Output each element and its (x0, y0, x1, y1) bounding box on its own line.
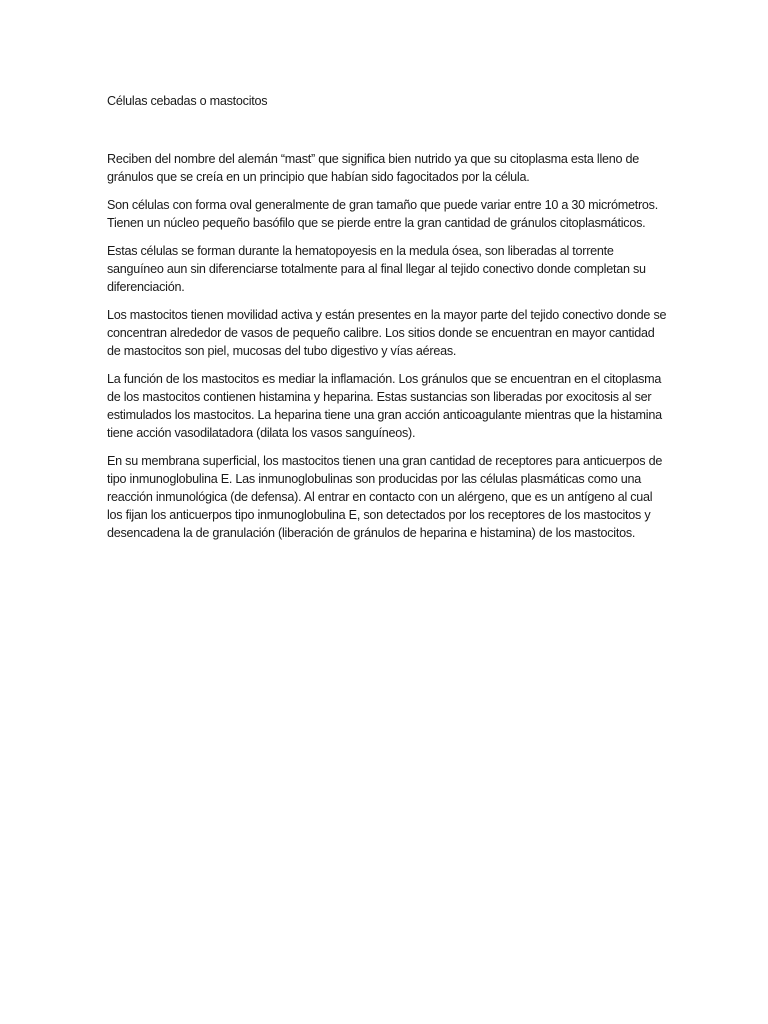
paragraph-etymology: Reciben del nombre del alemán “mast” que significa bien nutrido ya que su citoplasma esta lleno de gránulos que se creía en un principio que habían sido fagocitados por la célula. (107, 152, 640, 184)
paragraph-receptors: En su membrana superficial, los mastocitos tienen una gran cantidad de receptores para anticuerpos de tipo inmunoglobulina E. Las inmunoglobulinas son producidas por las células plasmáticas como una reacción inmunológica (de defensa). Al entrar en contacto con un alérgeno, que es un antígeno al cual los fijan los anticuerpos tipo inmunoglobulina E, son detectados por los receptores de los mastocitos y desencadena la de granulación (liberación de gránulos de heparina e histamina) de los mastocitos. (107, 454, 663, 540)
document-body (107, 92, 667, 552)
paragraph-location: Los mastocitos tienen movilidad activa y están presentes en la mayor parte del tejido conectivo donde se concentran alrededor de vasos de pequeño calibre. Los sitios donde se encuentran en mayor cantidad de mastocitos son piel, mucosas del tubo digestivo y vías aéreas. (107, 308, 667, 358)
paragraph-function: La función de los mastocitos es mediar la inflamación. Los gránulos que se encuentran en el citoplasma de los mastocitos contienen histamina y heparina. Estas sustancias son liberadas por exocitosis al ser estimulados los mastocitos. La heparina tiene una gran acción anticoagulante mientras que la histamina tiene acción vasodilatadora (dilata los vasos sanguíneos). (107, 372, 662, 440)
paragraph-origin: Estas células se forman durante la hematopoyesis en la medula ósea, son liberadas al torrente sanguíneo aun sin diferenciarse totalmente para al final llegar al tejido conectivo donde completan su diferenciación. (107, 244, 646, 294)
paragraph-morphology: Son células con forma oval generalmente de gran tamaño que puede variar entre 10 a 30 micrómetros. Tienen un núcleo pequeño basófilo que se pierde entre la gran cantidad de gránulos citoplasmáticos. (107, 198, 658, 230)
document-title: Células cebadas o mastocitos (107, 94, 268, 108)
